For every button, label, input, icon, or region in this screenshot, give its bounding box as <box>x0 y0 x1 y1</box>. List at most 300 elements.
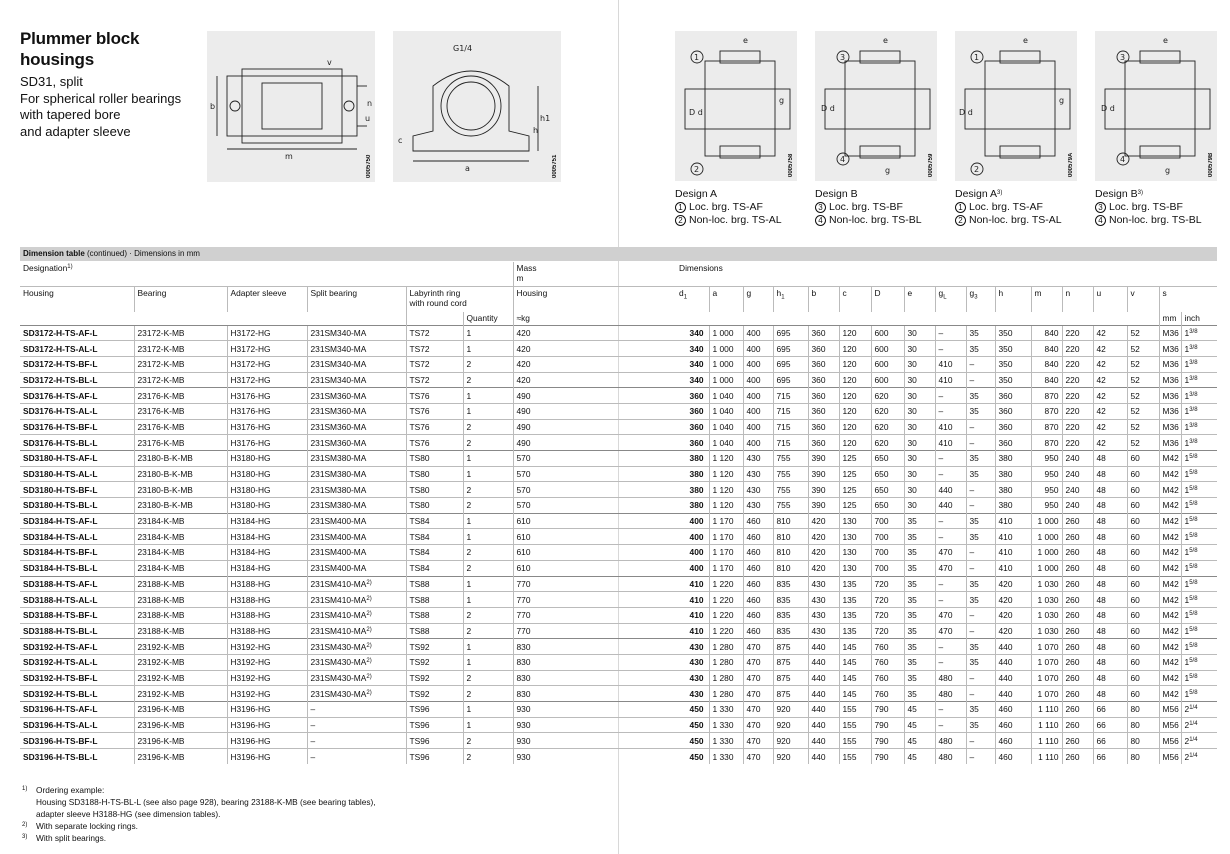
table-cell: 23180-B-K-MB <box>134 466 227 482</box>
table-cell: M36 <box>1159 356 1181 372</box>
table-cell: $1^{5/8}$ <box>1181 639 1217 655</box>
circled-number: 4 <box>1095 215 1106 226</box>
footnote-line: With split bearings. <box>36 833 107 843</box>
table-cell: 23180-B-K-MB <box>134 482 227 498</box>
table-cell: 440 <box>808 702 839 718</box>
table-cell: TS72 <box>406 372 463 388</box>
table-cell: 380 <box>676 498 709 514</box>
table-cell: 620 <box>871 388 904 404</box>
table-cell: 340 <box>676 325 709 341</box>
table-cell: 2 <box>463 686 513 702</box>
footnote: 3) With split bearings. <box>22 832 376 844</box>
table-cell: TS84 <box>406 513 463 529</box>
table-cell: 490 <box>513 388 676 404</box>
table-cell: 440 <box>808 654 839 670</box>
footnote: 1) Ordering example: Housing SD3188-H-TS-BL-L (see also page 928), bearing 23188-K-MB (see bearing tables), adapter sleeve H3188-HG (see dimension tables). <box>22 785 376 819</box>
table-cell: 835 <box>773 623 808 639</box>
svg-text:n: n <box>367 99 373 108</box>
table-cell: M42 <box>1159 592 1181 608</box>
table-cell: – <box>307 702 406 718</box>
svg-text:m: m <box>285 152 293 161</box>
table-cell: 231SM340-MA <box>307 372 406 388</box>
table-cell: 23184-K-MB <box>134 529 227 545</box>
table-cell: 420 <box>808 545 839 561</box>
table-cell: 440 <box>808 686 839 702</box>
svg-text:c: c <box>398 136 403 145</box>
table-cell: 2 <box>463 733 513 749</box>
table-cell: 830 <box>513 639 676 655</box>
svg-text:e: e <box>1023 36 1028 45</box>
table-cell: $1^{5/8}$ <box>1181 607 1217 623</box>
table-cell: 260 <box>1062 576 1093 592</box>
table-cell: $2^{1/4}$ <box>1181 749 1217 765</box>
table-cell: 470 <box>935 607 966 623</box>
table-cell: H3188-HG <box>227 592 307 608</box>
svg-text:g: g <box>1059 96 1065 105</box>
table-row <box>20 372 1217 388</box>
table-cell: 600 <box>871 356 904 372</box>
footnotes <box>22 784 376 844</box>
table-cell: 260 <box>1062 623 1093 639</box>
table-cell: 231SM400-MA <box>307 545 406 561</box>
inch-header: inch <box>1181 312 1217 325</box>
table-cell: 155 <box>839 749 871 765</box>
table-cell: 570 <box>513 482 676 498</box>
table-cell: 30 <box>904 403 935 419</box>
table-cell: 340 <box>676 341 709 357</box>
subtitle-line: SD31, split <box>20 74 83 89</box>
table-cell: 490 <box>513 403 676 419</box>
table-cell: M42 <box>1159 607 1181 623</box>
table-cell: 570 <box>513 466 676 482</box>
table-cell: 30 <box>904 419 935 435</box>
table-cell: – <box>966 435 995 451</box>
table-cell: M42 <box>1159 466 1181 482</box>
table-cell: $1^{5/8}$ <box>1181 545 1217 561</box>
table-cell: 360 <box>676 388 709 404</box>
table-cell: 400 <box>676 529 709 545</box>
table-cell: $1^{3/8}$ <box>1181 356 1217 372</box>
table-cell: 231SM380-MA <box>307 451 406 467</box>
table-cell: 1 280 <box>709 686 743 702</box>
table-cell: 410 <box>935 435 966 451</box>
table-cell: 2 <box>463 607 513 623</box>
table-cell: $1^{5/8}$ <box>1181 482 1217 498</box>
housing-top-view-drawing <box>207 31 375 182</box>
table-cell: SD3196-H-TS-BL-L <box>20 749 134 765</box>
table-cell: 380 <box>676 466 709 482</box>
table-cell: 700 <box>871 560 904 576</box>
table-cell: SD3172-H-TS-BL-L <box>20 372 134 388</box>
circled-number: 4 <box>815 215 826 226</box>
table-cell: 400 <box>743 356 773 372</box>
table-cell: H3196-HG <box>227 702 307 718</box>
b-header: b <box>808 286 839 312</box>
table-cell: 480 <box>935 670 966 686</box>
table-cell: 430 <box>743 498 773 514</box>
table-cell: 60 <box>1127 670 1159 686</box>
table-cell: 80 <box>1127 733 1159 749</box>
table-cell: 23172-K-MB <box>134 372 227 388</box>
table-cell: 790 <box>871 702 904 718</box>
table-cell: 60 <box>1127 686 1159 702</box>
table-cell: – <box>966 372 995 388</box>
table-cell: TS76 <box>406 419 463 435</box>
table-cell: 80 <box>1127 702 1159 718</box>
table-cell: – <box>307 733 406 749</box>
table-row <box>20 356 1217 372</box>
table-cell: M42 <box>1159 654 1181 670</box>
table-cell: 125 <box>839 482 871 498</box>
table-row <box>20 498 1217 514</box>
table-cell: 830 <box>513 670 676 686</box>
table-cell: 48 <box>1093 451 1127 467</box>
table-cell: 1 <box>463 466 513 482</box>
table-cell: 360 <box>676 435 709 451</box>
table-cell: 240 <box>1062 466 1093 482</box>
table-cell: 260 <box>1062 702 1093 718</box>
table-cell: 30 <box>904 356 935 372</box>
table-cell: $2^{1/4}$ <box>1181 702 1217 718</box>
table-cell: $1^{3/8}$ <box>1181 325 1217 341</box>
table-cell: 35 <box>966 654 995 670</box>
table-cell: 48 <box>1093 513 1127 529</box>
table-cell: 830 <box>513 686 676 702</box>
table-cell: 35 <box>966 466 995 482</box>
table-cell: TS76 <box>406 403 463 419</box>
table-cell: 45 <box>904 702 935 718</box>
table-cell: – <box>966 733 995 749</box>
table-cell: $2^{1/4}$ <box>1181 733 1217 749</box>
table-cell: 23192-K-MB <box>134 639 227 655</box>
housing-header: Housing <box>20 286 134 312</box>
table-cell: 340 <box>676 356 709 372</box>
table-cell: 410 <box>676 592 709 608</box>
table-cell: 470 <box>935 560 966 576</box>
table-cell: 220 <box>1062 356 1093 372</box>
table-cell: 1 110 <box>1031 733 1062 749</box>
table-cell: 840 <box>1031 372 1062 388</box>
table-cell: H3172-HG <box>227 341 307 357</box>
table-cell: 400 <box>743 325 773 341</box>
table-cell: 130 <box>839 513 871 529</box>
table-cell: 35 <box>966 513 995 529</box>
table-cell: 715 <box>773 435 808 451</box>
table-cell: 23192-K-MB <box>134 686 227 702</box>
table-cell: 66 <box>1093 717 1127 733</box>
section-drawing-design-b <box>815 31 937 181</box>
table-cell: 231SM360-MA <box>307 419 406 435</box>
table-cell: 2 <box>463 623 513 639</box>
table-cell: 231SM400-MA <box>307 529 406 545</box>
table-row <box>20 545 1217 561</box>
table-cell: H3184-HG <box>227 560 307 576</box>
table-row <box>20 607 1217 623</box>
table-cell: SD3184-H-TS-AF-L <box>20 513 134 529</box>
subtitle-line: For spherical roller bearings <box>20 90 182 106</box>
housing-front-view-drawing <box>393 31 561 182</box>
table-cell: 23196-K-MB <box>134 702 227 718</box>
table-cell: 42 <box>1093 341 1127 357</box>
table-row <box>20 388 1217 404</box>
table-cell: 220 <box>1062 341 1093 357</box>
table-cell: – <box>966 419 995 435</box>
table-cell: – <box>966 749 995 765</box>
table-cell: 2 <box>463 749 513 765</box>
table-cell: TS76 <box>406 388 463 404</box>
table-cell: 120 <box>839 372 871 388</box>
table-cell: 930 <box>513 702 676 718</box>
table-cell: 400 <box>743 403 773 419</box>
table-cell: SD3188-H-TS-BL-L <box>20 623 134 639</box>
table-cell: 840 <box>1031 341 1062 357</box>
table-cell: SD3180-H-TS-AL-L <box>20 466 134 482</box>
table-cell: 231SM430-MA$^{2)}$ <box>307 654 406 670</box>
table-cell: 470 <box>743 733 773 749</box>
table-cell: 120 <box>839 419 871 435</box>
table-cell: 360 <box>995 403 1031 419</box>
table-cell: 460 <box>743 607 773 623</box>
table-cell: 1 330 <box>709 717 743 733</box>
table-cell: SD3196-H-TS-BF-L <box>20 733 134 749</box>
table-cell: 52 <box>1127 435 1159 451</box>
table-cell: TS88 <box>406 592 463 608</box>
table-cell: SD3192-H-TS-AF-L <box>20 639 134 655</box>
table-cell: 30 <box>904 341 935 357</box>
table-cell: 1 110 <box>1031 749 1062 765</box>
table-cell: 350 <box>995 325 1031 341</box>
table-cell: 60 <box>1127 545 1159 561</box>
table-cell: 60 <box>1127 498 1159 514</box>
table-cell: 440 <box>995 670 1031 686</box>
table-cell: 410 <box>935 419 966 435</box>
table-cell: 490 <box>513 435 676 451</box>
v-header: v <box>1127 286 1159 312</box>
table-cell: 35 <box>904 529 935 545</box>
table-cell: 231SM430-MA$^{2)}$ <box>307 686 406 702</box>
table-cell: 231SM400-MA <box>307 513 406 529</box>
table-cell: 60 <box>1127 513 1159 529</box>
table-cell: TS92 <box>406 639 463 655</box>
table-cell: 2 <box>463 482 513 498</box>
table-cell: 410 <box>676 607 709 623</box>
table-cell: 610 <box>513 529 676 545</box>
table-cell: 420 <box>808 529 839 545</box>
table-cell: 430 <box>808 576 839 592</box>
table-cell: TS72 <box>406 325 463 341</box>
table-cell: SD3180-H-TS-BF-L <box>20 482 134 498</box>
table-cell: 23184-K-MB <box>134 545 227 561</box>
table-cell: 420 <box>995 623 1031 639</box>
table-cell: TS80 <box>406 451 463 467</box>
table-cell: 2 <box>463 372 513 388</box>
table-cell: 380 <box>676 482 709 498</box>
table-cell: 23184-K-MB <box>134 560 227 576</box>
table-cell: 440 <box>808 639 839 655</box>
table-cell: 48 <box>1093 639 1127 655</box>
table-cell: 2 <box>463 356 513 372</box>
table-cell: 1 120 <box>709 451 743 467</box>
table-cell: 440 <box>995 639 1031 655</box>
table-cell: 240 <box>1062 482 1093 498</box>
table-cell: 23188-K-MB <box>134 592 227 608</box>
table-cell: TS96 <box>406 749 463 765</box>
table-cell: 715 <box>773 419 808 435</box>
table-cell: TS92 <box>406 670 463 686</box>
table-cell: 720 <box>871 592 904 608</box>
table-cell: 1 330 <box>709 749 743 765</box>
footnote: 2) With separate locking rings. <box>22 820 376 832</box>
table-cell: 840 <box>1031 356 1062 372</box>
svg-text:1: 1 <box>694 53 700 62</box>
table-cell: 1 170 <box>709 560 743 576</box>
table-cell: 135 <box>839 576 871 592</box>
s-header: s <box>1159 286 1217 312</box>
table-cell: 42 <box>1093 325 1127 341</box>
table-cell: 1 <box>463 451 513 467</box>
table-cell: 1 030 <box>1031 576 1062 592</box>
table-cell: 231SM430-MA$^{2)}$ <box>307 639 406 655</box>
title-line: Plummer block <box>20 29 140 48</box>
table-cell: H3180-HG <box>227 466 307 482</box>
table-cell: 430 <box>808 592 839 608</box>
table-cell: 66 <box>1093 749 1127 765</box>
table-cell: 120 <box>839 435 871 451</box>
table-cell: 715 <box>773 403 808 419</box>
table-row <box>20 670 1217 686</box>
table-cell: 220 <box>1062 325 1093 341</box>
table-cell: 2 <box>463 419 513 435</box>
table-cell: 460 <box>995 717 1031 733</box>
table-cell: 125 <box>839 466 871 482</box>
table-cell: 35 <box>904 686 935 702</box>
table-cell: 360 <box>808 325 839 341</box>
table-cell: 390 <box>808 498 839 514</box>
table-cell: 23176-K-MB <box>134 388 227 404</box>
table-cell: 23176-K-MB <box>134 403 227 419</box>
table-cell: 1 000 <box>1031 545 1062 561</box>
table-cell: 810 <box>773 560 808 576</box>
table-cell: 620 <box>871 403 904 419</box>
table-cell: 440 <box>935 482 966 498</box>
table-cell: 400 <box>743 435 773 451</box>
table-cell: 2 <box>463 560 513 576</box>
table-cell: 440 <box>808 717 839 733</box>
table-cell: 35 <box>966 529 995 545</box>
table-cell: 1 030 <box>1031 607 1062 623</box>
table-cell: 60 <box>1127 592 1159 608</box>
table-cell: 1 330 <box>709 702 743 718</box>
table-cell: 695 <box>773 325 808 341</box>
table-cell: 145 <box>839 639 871 655</box>
table-cell: – <box>966 670 995 686</box>
design-caption: Design $B^{3)}$ 3 Loc. brg. TS-BF 4 Non-loc. brg. TS-BL <box>1095 188 1202 226</box>
table-cell: 35 <box>966 341 995 357</box>
table-cell: TS88 <box>406 607 463 623</box>
table-cell: 231SM380-MA <box>307 482 406 498</box>
table-cell: 410 <box>676 576 709 592</box>
table-cell: 430 <box>808 623 839 639</box>
table-cell: 870 <box>1031 403 1062 419</box>
table-cell: 720 <box>871 576 904 592</box>
table-cell: 360 <box>808 356 839 372</box>
design-name: Design B <box>1095 188 1138 200</box>
table-cell: 1 000 <box>1031 529 1062 545</box>
table-cell: $1^{5/8}$ <box>1181 498 1217 514</box>
table-cell: TS72 <box>406 356 463 372</box>
svg-text:D d: D d <box>1101 104 1115 113</box>
table-cell: 23192-K-MB <box>134 670 227 686</box>
section-drawing-design-a <box>675 31 797 181</box>
table-cell: 260 <box>1062 670 1093 686</box>
table-cell: 835 <box>773 576 808 592</box>
table-cell: 700 <box>871 513 904 529</box>
table-cell: 1 <box>463 325 513 341</box>
table-cell: 260 <box>1062 592 1093 608</box>
svg-text:D d: D d <box>689 108 703 117</box>
table-cell: 380 <box>676 451 709 467</box>
table-cell: SD3180-H-TS-AF-L <box>20 451 134 467</box>
table-cell: 835 <box>773 592 808 608</box>
table-cell: 231SM430-MA$^{2)}$ <box>307 670 406 686</box>
table-row <box>20 717 1217 733</box>
table-cell: 1 120 <box>709 466 743 482</box>
table-cell: 755 <box>773 451 808 467</box>
table-row <box>20 403 1217 419</box>
figure-code: 000579B <box>1208 152 1214 177</box>
svg-text:g: g <box>1165 166 1171 175</box>
table-cell: 430 <box>676 654 709 670</box>
figure-code: 0005758 <box>788 153 794 177</box>
footnote-line: adapter sleeve H3188-HG (see dimension tables). <box>36 809 221 819</box>
table-cell: H3172-HG <box>227 372 307 388</box>
table-cell: 2 <box>463 435 513 451</box>
table-cell: 260 <box>1062 607 1093 623</box>
table-cell: – <box>935 388 966 404</box>
table-cell: 870 <box>1031 435 1062 451</box>
table-cell: 120 <box>839 356 871 372</box>
table-cell: 48 <box>1093 592 1127 608</box>
table-cell: 400 <box>676 513 709 529</box>
svg-text:h1: h1 <box>540 114 551 123</box>
table-cell: 420 <box>995 607 1031 623</box>
table-cell: 610 <box>513 560 676 576</box>
table-cell: 760 <box>871 670 904 686</box>
table-cell: 130 <box>839 560 871 576</box>
table-cell: H3176-HG <box>227 403 307 419</box>
table-cell: 340 <box>676 372 709 388</box>
table-cell: $1^{5/8}$ <box>1181 513 1217 529</box>
table-cell: 52 <box>1127 388 1159 404</box>
table-cell: 52 <box>1127 403 1159 419</box>
table-cell: 720 <box>871 607 904 623</box>
table-row <box>20 513 1217 529</box>
table-cell: 1 <box>463 513 513 529</box>
table-cell: TS84 <box>406 529 463 545</box>
table-cell: – <box>935 654 966 670</box>
table-cell: 1 000 <box>709 325 743 341</box>
table-cell: 930 <box>513 733 676 749</box>
table-cell: 23172-K-MB <box>134 341 227 357</box>
table-cell: 460 <box>743 513 773 529</box>
table-cell: 60 <box>1127 451 1159 467</box>
svg-text:g: g <box>779 96 785 105</box>
svg-text:4: 4 <box>840 155 846 164</box>
table-cell: 410 <box>935 356 966 372</box>
table-cell: 410 <box>995 513 1031 529</box>
table-cell: H3172-HG <box>227 356 307 372</box>
table-cell: 231SM340-MA <box>307 356 406 372</box>
